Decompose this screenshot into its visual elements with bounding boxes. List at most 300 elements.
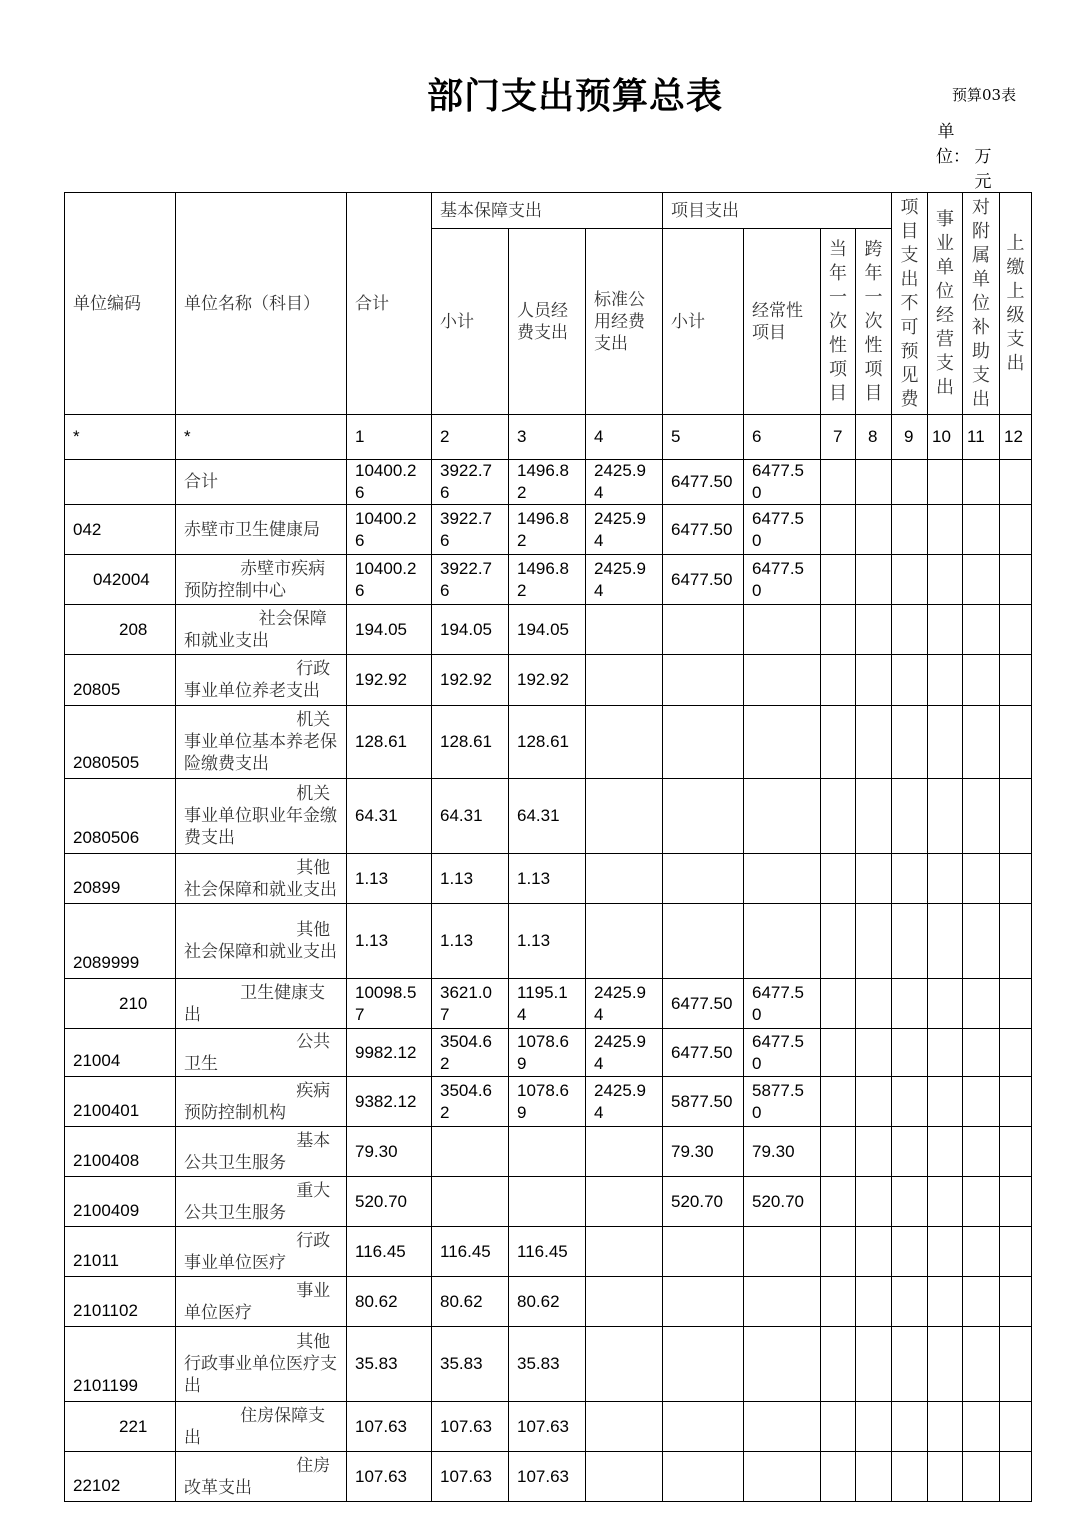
amount-standard-public <box>586 1327 663 1402</box>
amount-personnel: 64.31 <box>509 779 586 854</box>
amount-basic-subtotal: 64.31 <box>432 779 509 854</box>
empty-cell <box>928 1452 963 1502</box>
unit-name: 赤壁市疾病预防控制中心 <box>176 555 347 605</box>
amount-personnel: 107.63 <box>509 1402 586 1452</box>
empty-cell <box>892 1227 928 1277</box>
amount-project-subtotal: 6477.50 <box>663 460 744 505</box>
amount-basic-subtotal: 35.83 <box>432 1327 509 1402</box>
empty-cell <box>856 1077 892 1127</box>
amount-basic-subtotal: 80.62 <box>432 1277 509 1327</box>
empty-cell <box>821 706 856 779</box>
amount-standard-public: 2425.94 <box>586 1077 663 1127</box>
empty-cell <box>963 1127 1000 1177</box>
amount-personnel: 1496.82 <box>509 460 586 505</box>
unit-name: 其他社会保障和就业支出 <box>176 904 347 979</box>
unit-code: 2101199 <box>65 1327 176 1402</box>
unit-code <box>65 460 176 505</box>
amount-standard-public <box>586 1227 663 1277</box>
amount-standard-public <box>586 854 663 904</box>
amount-standard-public: 2425.94 <box>586 979 663 1029</box>
amount-personnel <box>509 1177 586 1227</box>
amount-standard-public <box>586 655 663 706</box>
unit-value: 万元 <box>974 147 992 192</box>
unit-name: 基本公共卫生服务 <box>176 1127 347 1177</box>
empty-cell <box>928 1127 963 1177</box>
unit-name: 卫生健康支出 <box>176 979 347 1029</box>
table-row <box>65 1127 1032 1177</box>
amount-basic-subtotal: 107.63 <box>432 1402 509 1452</box>
amount-personnel: 1496.82 <box>509 555 586 605</box>
amount-standard-public <box>586 1402 663 1452</box>
unit-code: 2080506 <box>65 779 176 854</box>
empty-cell <box>892 979 928 1029</box>
empty-cell <box>1000 460 1032 505</box>
table-row <box>65 555 1032 605</box>
amount-total: 128.61 <box>347 706 432 779</box>
empty-cell <box>856 1227 892 1277</box>
empty-cell <box>821 505 856 555</box>
index-cell: 2 <box>432 415 509 460</box>
amount-personnel: 35.83 <box>509 1327 586 1402</box>
empty-cell <box>963 505 1000 555</box>
unit-code: 042 <box>65 505 176 555</box>
unit-name: 其他行政事业单位医疗支出 <box>176 1327 347 1402</box>
index-row <box>65 415 1032 460</box>
header-total: 合计 <box>347 193 432 415</box>
amount-basic-subtotal: 128.61 <box>432 706 509 779</box>
amount-project-subtotal <box>663 655 744 706</box>
empty-cell <box>963 1277 1000 1327</box>
amount-personnel: 1.13 <box>509 904 586 979</box>
amount-personnel: 194.05 <box>509 605 586 655</box>
empty-cell <box>856 1177 892 1227</box>
amount-project-subtotal <box>663 1227 744 1277</box>
table-body <box>65 193 1032 1502</box>
amount-standard-public <box>586 1127 663 1177</box>
empty-cell <box>856 460 892 505</box>
amount-total: 9982.12 <box>347 1029 432 1077</box>
amount-standard-public: 2425.94 <box>586 1029 663 1077</box>
unit-name: 机关事业单位基本养老保险缴费支出 <box>176 706 347 779</box>
amount-recurring <box>744 904 821 979</box>
header-code: 单位编码 <box>65 193 176 415</box>
empty-cell <box>821 1177 856 1227</box>
amount-project-subtotal <box>663 854 744 904</box>
empty-cell <box>963 555 1000 605</box>
amount-standard-public <box>586 779 663 854</box>
empty-cell <box>821 854 856 904</box>
empty-cell <box>856 979 892 1029</box>
unit-code: 20805 <box>65 655 176 706</box>
amount-personnel: 116.45 <box>509 1227 586 1277</box>
index-cell: * <box>65 415 176 460</box>
amount-standard-public <box>586 904 663 979</box>
unit-code: 2100408 <box>65 1127 176 1177</box>
header-row-1 <box>65 193 1032 229</box>
form-number: 预算03表 <box>952 86 1017 104</box>
unit-name: 事业单位医疗 <box>176 1277 347 1327</box>
empty-cell <box>856 1452 892 1502</box>
amount-personnel: 128.61 <box>509 706 586 779</box>
unit-code: 2100409 <box>65 1177 176 1227</box>
empty-cell <box>1000 555 1032 605</box>
empty-cell <box>928 854 963 904</box>
unit-code: 2101102 <box>65 1277 176 1327</box>
empty-cell <box>963 460 1000 505</box>
table-row <box>65 904 1032 979</box>
empty-cell <box>963 706 1000 779</box>
empty-cell <box>963 1177 1000 1227</box>
amount-personnel: 1078.69 <box>509 1077 586 1127</box>
amount-basic-subtotal: 3922.76 <box>432 555 509 605</box>
amount-basic-subtotal: 1.13 <box>432 854 509 904</box>
table-row <box>65 706 1032 779</box>
amount-total: 194.05 <box>347 605 432 655</box>
index-cell: 5 <box>663 415 744 460</box>
empty-cell <box>821 555 856 605</box>
amount-total: 10400.26 <box>347 505 432 555</box>
empty-cell <box>856 854 892 904</box>
unit-code: 20899 <box>65 854 176 904</box>
empty-cell <box>821 779 856 854</box>
amount-recurring: 6477.50 <box>744 979 821 1029</box>
unit-code: 2089999 <box>65 904 176 979</box>
amount-basic-subtotal: 3922.76 <box>432 460 509 505</box>
unit-name: 疾病预防控制机构 <box>176 1077 347 1127</box>
empty-cell <box>963 1227 1000 1277</box>
amount-total: 10098.57 <box>347 979 432 1029</box>
table-row <box>65 779 1032 854</box>
empty-cell <box>928 505 963 555</box>
unit-name: 住房改革支出 <box>176 1452 347 1502</box>
unit-name: 赤壁市卫生健康局 <box>176 505 347 555</box>
empty-cell <box>856 779 892 854</box>
amount-personnel: 1.13 <box>509 854 586 904</box>
amount-recurring <box>744 605 821 655</box>
empty-cell <box>892 460 928 505</box>
amount-basic-subtotal: 3504.62 <box>432 1077 509 1127</box>
empty-cell <box>1000 1127 1032 1177</box>
empty-cell <box>1000 505 1032 555</box>
empty-cell <box>1000 706 1032 779</box>
empty-cell <box>821 460 856 505</box>
empty-cell <box>928 1327 963 1402</box>
amount-personnel: 80.62 <box>509 1277 586 1327</box>
unit-name: 公共卫生 <box>176 1029 347 1077</box>
amount-standard-public <box>586 706 663 779</box>
amount-project-subtotal <box>663 1327 744 1402</box>
amount-total: 520.70 <box>347 1177 432 1227</box>
empty-cell <box>821 1402 856 1452</box>
empty-cell <box>892 605 928 655</box>
amount-total: 10400.26 <box>347 555 432 605</box>
index-cell: * <box>176 415 347 460</box>
amount-project-subtotal: 6477.50 <box>663 505 744 555</box>
empty-cell <box>892 1327 928 1402</box>
amount-total: 107.63 <box>347 1402 432 1452</box>
empty-cell <box>1000 605 1032 655</box>
index-cell: 7 <box>821 415 856 460</box>
empty-cell <box>928 1227 963 1277</box>
empty-cell <box>892 655 928 706</box>
amount-basic-subtotal <box>432 1127 509 1177</box>
unit-code: 221 <box>65 1402 176 1452</box>
header-upward: 上缴上级支出 <box>1000 193 1032 415</box>
empty-cell <box>856 1402 892 1452</box>
header-one-time-current: 当年一次性项目 <box>821 229 856 415</box>
amount-standard-public: 2425.94 <box>586 555 663 605</box>
unit-code: 22102 <box>65 1452 176 1502</box>
amount-personnel: 1078.69 <box>509 1029 586 1077</box>
header-basic-subtotal: 小计 <box>432 229 509 415</box>
unit-code: 210 <box>65 979 176 1029</box>
unit-code: 208 <box>65 605 176 655</box>
amount-recurring: 5877.50 <box>744 1077 821 1127</box>
empty-cell <box>821 1327 856 1402</box>
amount-basic-subtotal: 3621.07 <box>432 979 509 1029</box>
empty-cell <box>1000 1327 1032 1402</box>
header-project: 项目支出 <box>663 193 892 229</box>
table-row <box>65 505 1032 555</box>
empty-cell <box>892 706 928 779</box>
table-row <box>65 1277 1032 1327</box>
unit-code: 21004 <box>65 1029 176 1077</box>
empty-cell <box>928 1029 963 1077</box>
amount-recurring: 6477.50 <box>744 1029 821 1077</box>
empty-cell <box>963 1402 1000 1452</box>
empty-cell <box>1000 1177 1032 1227</box>
header-one-time-cross: 跨年一次性项目 <box>856 229 892 415</box>
unit-name: 重大公共卫生服务 <box>176 1177 347 1227</box>
empty-cell <box>892 779 928 854</box>
empty-cell <box>892 505 928 555</box>
table-row <box>65 655 1032 706</box>
amount-project-subtotal: 5877.50 <box>663 1077 744 1127</box>
unit-code: 2100401 <box>65 1077 176 1127</box>
table-row <box>65 1177 1032 1227</box>
unit-name: 机关事业单位职业年金缴费支出 <box>176 779 347 854</box>
amount-project-subtotal: 6477.50 <box>663 555 744 605</box>
amount-total: 9382.12 <box>347 1077 432 1127</box>
unit-label: 单位： <box>936 122 970 167</box>
amount-total: 35.83 <box>347 1327 432 1402</box>
header-project-subtotal: 小计 <box>663 229 744 415</box>
amount-project-subtotal <box>663 1277 744 1327</box>
empty-cell <box>892 1127 928 1177</box>
index-cell: 4 <box>586 415 663 460</box>
amount-recurring <box>744 779 821 854</box>
header-standard-public: 标准公用经费支出 <box>586 229 663 415</box>
empty-cell <box>856 655 892 706</box>
amount-project-subtotal <box>663 779 744 854</box>
index-cell: 6 <box>744 415 821 460</box>
empty-cell <box>1000 904 1032 979</box>
empty-cell <box>821 979 856 1029</box>
amount-recurring <box>744 854 821 904</box>
amount-recurring: 6477.50 <box>744 505 821 555</box>
empty-cell <box>928 779 963 854</box>
empty-cell <box>892 1277 928 1327</box>
amount-basic-subtotal: 192.92 <box>432 655 509 706</box>
page-title: 部门支出预算总表 <box>426 75 723 117</box>
amount-total: 10400.26 <box>347 460 432 505</box>
amount-project-subtotal: 79.30 <box>663 1127 744 1177</box>
amount-project-subtotal: 6477.50 <box>663 1029 744 1077</box>
budget-table <box>64 192 1032 1502</box>
amount-recurring <box>744 1452 821 1502</box>
amount-standard-public <box>586 605 663 655</box>
empty-cell <box>892 1452 928 1502</box>
empty-cell <box>928 706 963 779</box>
amount-personnel <box>509 1127 586 1177</box>
table-row <box>65 854 1032 904</box>
amount-project-subtotal: 520.70 <box>663 1177 744 1227</box>
empty-cell <box>1000 779 1032 854</box>
empty-cell <box>928 1402 963 1452</box>
empty-cell <box>821 1077 856 1127</box>
index-cell: 10 <box>928 415 963 460</box>
amount-total: 80.62 <box>347 1277 432 1327</box>
amount-project-subtotal <box>663 1402 744 1452</box>
empty-cell <box>856 706 892 779</box>
empty-cell <box>892 1177 928 1227</box>
header-basic: 基本保障支出 <box>432 193 663 229</box>
amount-recurring <box>744 1327 821 1402</box>
empty-cell <box>856 1327 892 1402</box>
empty-cell <box>821 605 856 655</box>
empty-cell <box>856 555 892 605</box>
table-row <box>65 1227 1032 1277</box>
empty-cell <box>963 1077 1000 1127</box>
empty-cell <box>928 555 963 605</box>
empty-cell <box>892 1077 928 1127</box>
empty-cell <box>1000 1402 1032 1452</box>
amount-standard-public: 2425.94 <box>586 460 663 505</box>
empty-cell <box>821 655 856 706</box>
empty-cell <box>963 779 1000 854</box>
table-row <box>65 1029 1032 1077</box>
empty-cell <box>963 854 1000 904</box>
empty-cell <box>1000 979 1032 1029</box>
table-row <box>65 460 1032 505</box>
table-row <box>65 1402 1032 1452</box>
empty-cell <box>1000 1227 1032 1277</box>
empty-cell <box>856 1029 892 1077</box>
table-row <box>65 605 1032 655</box>
empty-cell <box>963 979 1000 1029</box>
amount-total: 1.13 <box>347 904 432 979</box>
index-cell: 8 <box>856 415 892 460</box>
index-cell: 9 <box>892 415 928 460</box>
empty-cell <box>963 655 1000 706</box>
index-cell: 11 <box>963 415 1000 460</box>
amount-project-subtotal <box>663 605 744 655</box>
unit-code: 21011 <box>65 1227 176 1277</box>
empty-cell <box>928 1077 963 1127</box>
empty-cell <box>856 605 892 655</box>
amount-basic-subtotal: 3922.76 <box>432 505 509 555</box>
empty-cell <box>928 904 963 979</box>
header-name: 单位名称（科目） <box>176 193 347 415</box>
amount-recurring <box>744 1277 821 1327</box>
empty-cell <box>821 1227 856 1277</box>
amount-personnel: 192.92 <box>509 655 586 706</box>
header-unforeseen: 项目支出不可预见费 <box>892 193 928 415</box>
unit-name: 社会保障和就业支出 <box>176 605 347 655</box>
empty-cell <box>1000 1029 1032 1077</box>
empty-cell <box>892 555 928 605</box>
empty-cell <box>1000 1277 1032 1327</box>
index-cell: 3 <box>509 415 586 460</box>
empty-cell <box>1000 1077 1032 1127</box>
amount-standard-public <box>586 1277 663 1327</box>
empty-cell <box>856 1127 892 1177</box>
amount-recurring: 6477.50 <box>744 555 821 605</box>
amount-standard-public: 2425.94 <box>586 505 663 555</box>
index-cell: 1 <box>347 415 432 460</box>
amount-standard-public <box>586 1177 663 1227</box>
amount-project-subtotal: 6477.50 <box>663 979 744 1029</box>
header-subsidy: 对附属单位补助支出 <box>963 193 1000 415</box>
amount-personnel: 1195.14 <box>509 979 586 1029</box>
unit-code: 2080505 <box>65 706 176 779</box>
amount-recurring <box>744 1402 821 1452</box>
amount-basic-subtotal: 1.13 <box>432 904 509 979</box>
empty-cell <box>928 1277 963 1327</box>
empty-cell <box>892 854 928 904</box>
amount-recurring <box>744 655 821 706</box>
amount-recurring <box>744 706 821 779</box>
amount-basic-subtotal: 194.05 <box>432 605 509 655</box>
amount-basic-subtotal <box>432 1177 509 1227</box>
empty-cell <box>928 655 963 706</box>
table-row <box>65 1077 1032 1127</box>
amount-standard-public <box>586 1452 663 1502</box>
header-recurring: 经常性项目 <box>744 229 821 415</box>
empty-cell <box>963 605 1000 655</box>
table-row <box>65 979 1032 1029</box>
empty-cell <box>821 904 856 979</box>
empty-cell <box>856 1277 892 1327</box>
amount-basic-subtotal: 3504.62 <box>432 1029 509 1077</box>
amount-recurring: 6477.50 <box>744 460 821 505</box>
unit-name: 住房保障支出 <box>176 1402 347 1452</box>
unit-name: 其他社会保障和就业支出 <box>176 854 347 904</box>
empty-cell <box>1000 655 1032 706</box>
amount-total: 116.45 <box>347 1227 432 1277</box>
amount-project-subtotal <box>663 904 744 979</box>
amount-recurring: 79.30 <box>744 1127 821 1177</box>
amount-personnel: 107.63 <box>509 1452 586 1502</box>
amount-total: 1.13 <box>347 854 432 904</box>
amount-total: 64.31 <box>347 779 432 854</box>
empty-cell <box>821 1277 856 1327</box>
empty-cell <box>963 1327 1000 1402</box>
index-cell: 12 <box>1000 415 1032 460</box>
amount-personnel: 1496.82 <box>509 505 586 555</box>
unit-name: 合计 <box>176 460 347 505</box>
empty-cell <box>892 1402 928 1452</box>
amount-total: 192.92 <box>347 655 432 706</box>
empty-cell <box>1000 854 1032 904</box>
amount-recurring <box>744 1227 821 1277</box>
empty-cell <box>963 1029 1000 1077</box>
header-business-ops: 事业单位经营支出 <box>928 193 963 415</box>
header-personnel: 人员经费支出 <box>509 229 586 415</box>
amount-total: 79.30 <box>347 1127 432 1177</box>
empty-cell <box>892 904 928 979</box>
empty-cell <box>821 1029 856 1077</box>
